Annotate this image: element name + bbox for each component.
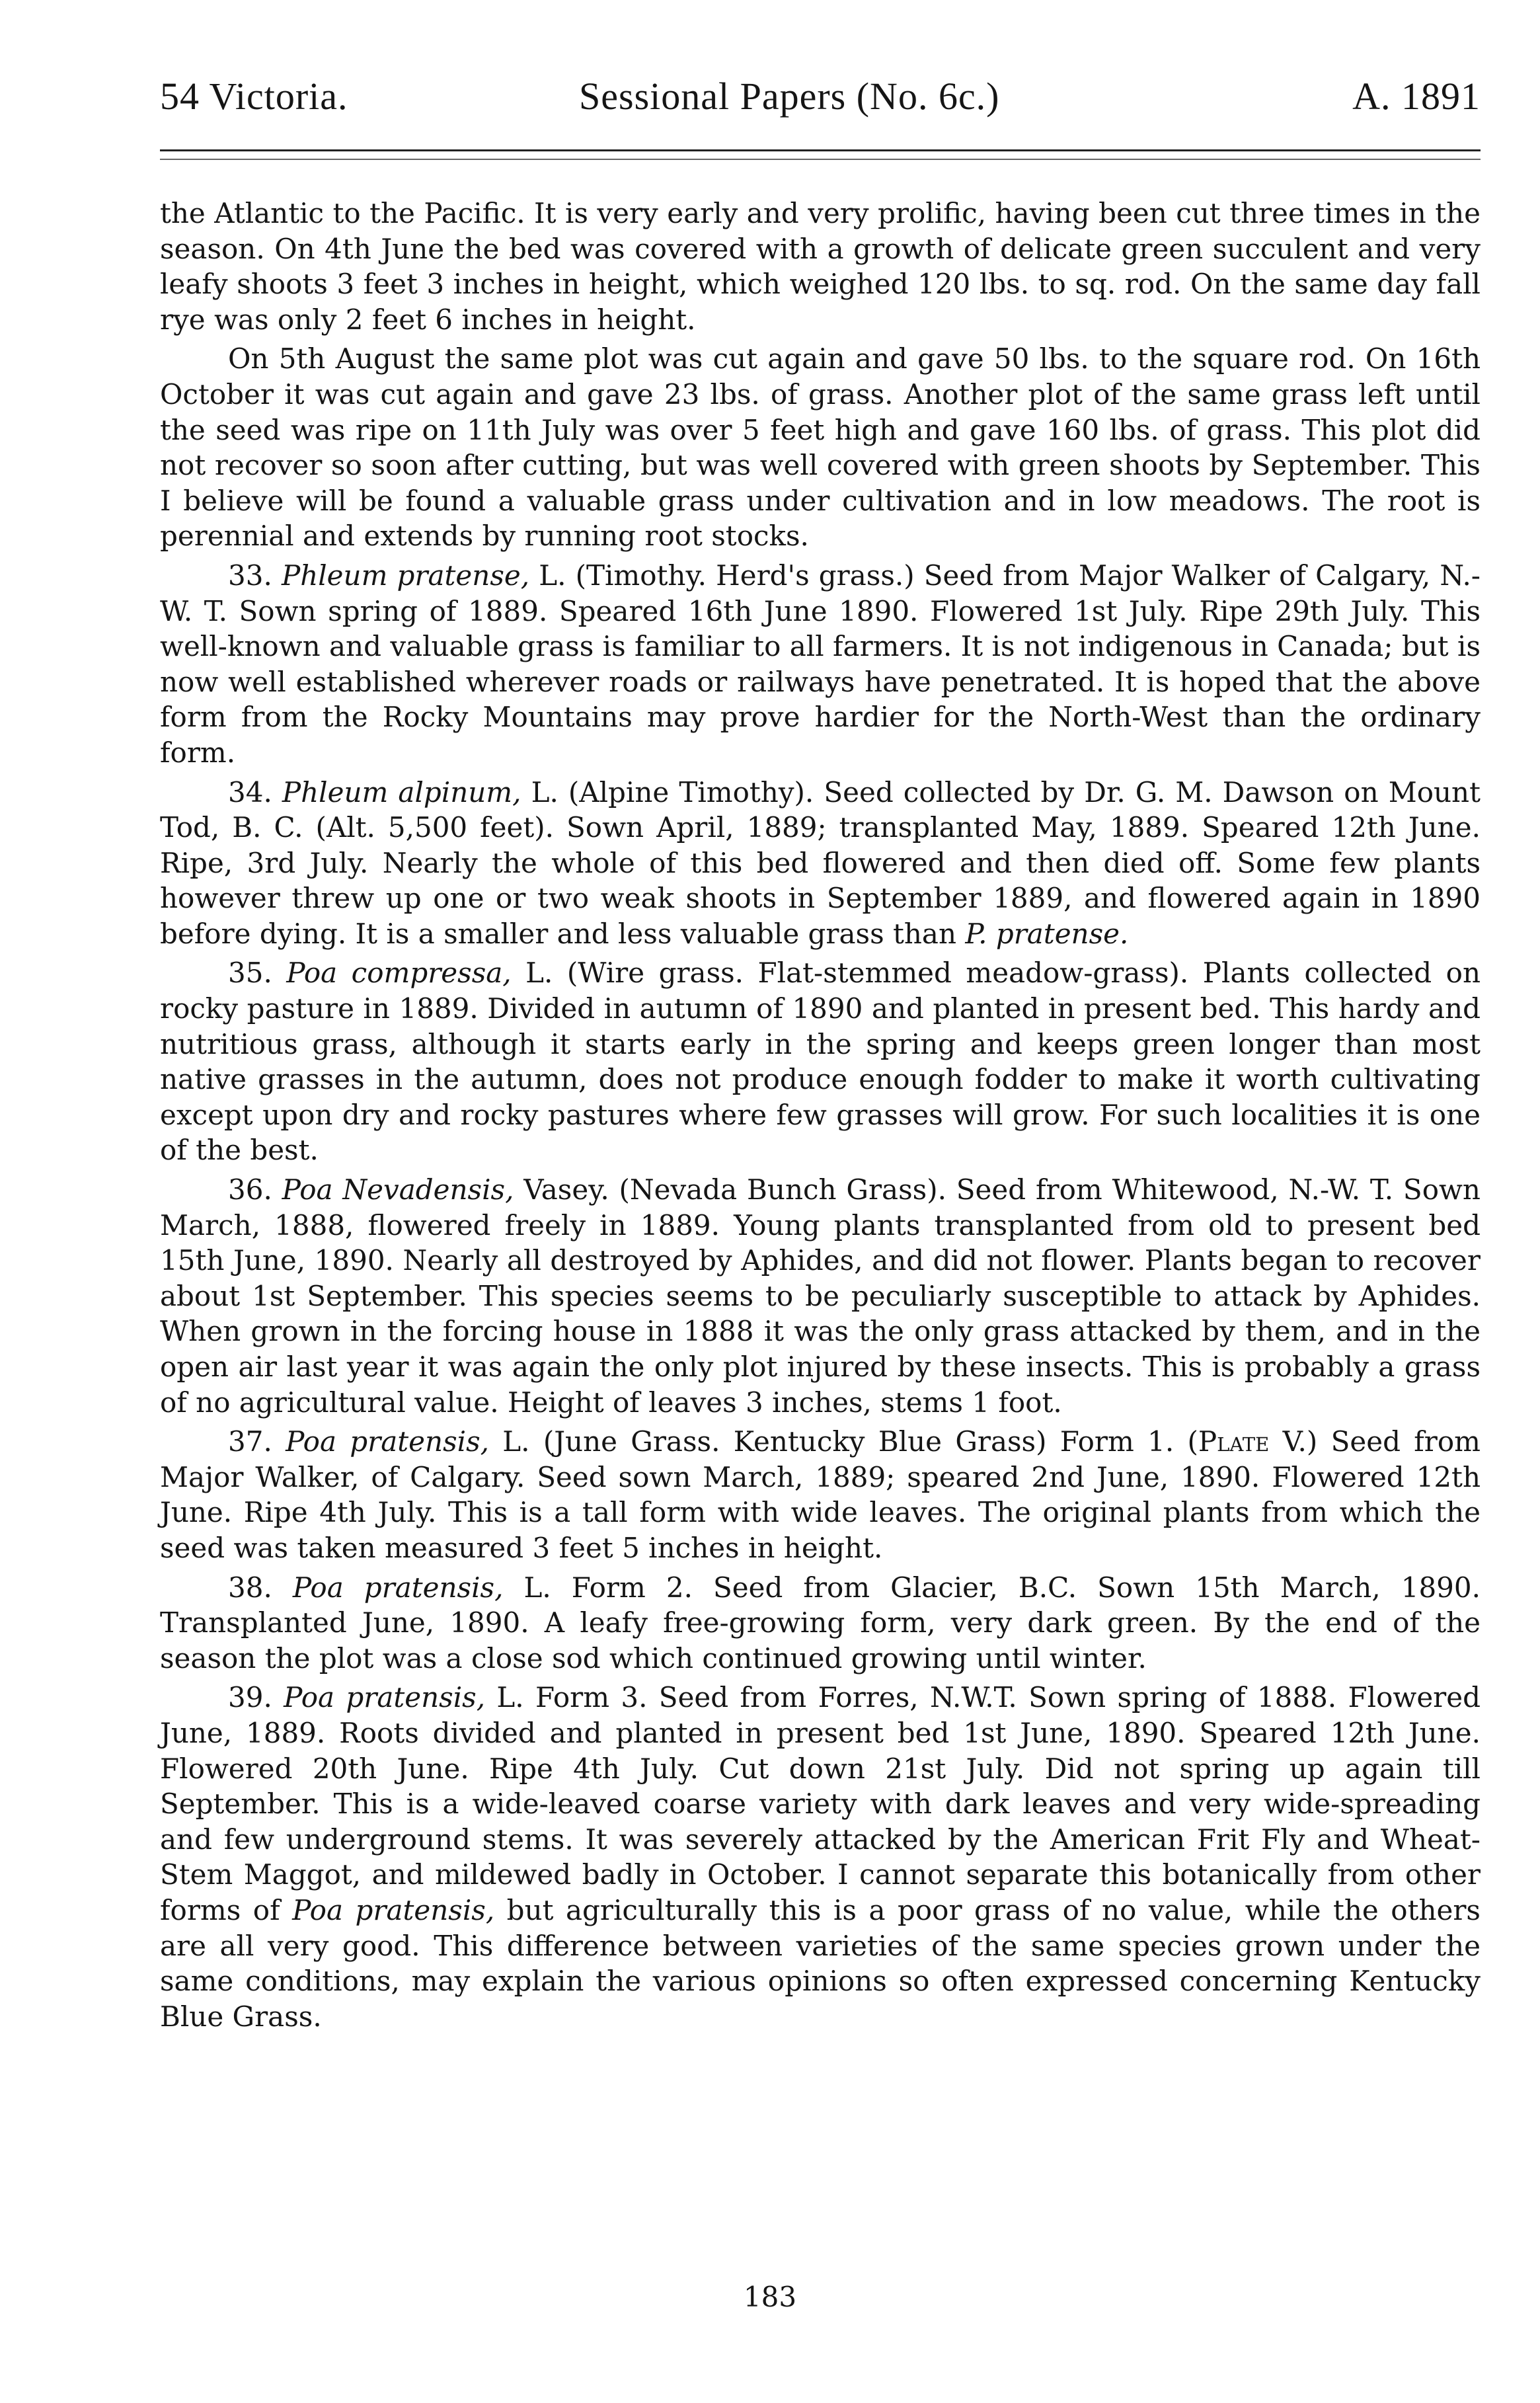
text-run: Vasey. (Nevada Bunch Grass). Seed from Whitewood, N.-W. T. Sown March, 1888, flowered freely in 1889. Young plants transplanted from old to present bed 15th June, 1890. Nearly all destroyed by Aphides, and did not flower. Plants began to recover about 1st September. This species seems to be peculiarly susceptible to attack by Aphides. When grown in the forcing house in 1888 it was the only grass attacked by them, and in the open air last year it was again the only plot injured by these insects. This is probably a grass of no agricultural value. Height of leaves 3 inches, stems 1 foot.	[160, 1173, 1481, 1419]
text-run: L. (Alpine Timothy). Seed collected by Dr. G. M. Dawson on Mount Tod, B. C. (Alt. 5,500 feet). Sown April, 1889; transplanted May, 1889. Speared 12th June. Ripe, 3rd July. Nearly the whole of this bed flowered and then died off. Some few plants however threw up one or two weak shoots in September 1889, and flowered again in 1890 before dying. It is a smaller and less valuable grass than	[160, 775, 1481, 950]
text-run: 36.	[228, 1173, 282, 1206]
text-run: Plate	[1198, 1425, 1270, 1458]
paragraph-continuation	[160, 196, 1481, 337]
text-run: the Atlantic to the Pacific. It is very early and very prolific, having been cut three times in the season. On 4th June the bed was covered with a growth of delicate green succulent and very leafy shoots 3 feet 3 inches in height, which weighed 120 lbs. to sq. rod. On the same day fall rye was only 2 feet 6 inches in height.	[160, 197, 1481, 336]
header-volume: 54 Victoria.	[160, 75, 348, 118]
text-run: L. Form 3. Seed from Forres, N.W.T. Sown spring of 1888. Flowered June, 1889. Roots divided and planted in present bed 1st June, 1890. Speared 12th June. Flowered 20th June. Ripe 4th July. Cut down 21st July. Did not spring up again till September. This is a wide-leaved coarse variety with dark leaves and very wide-spreading and few underground stems. It was severely attacked by the American Frit Fly and Wheat-Stem Maggot, and mildewed badly in October. I cannot separate this botanically from other forms of	[160, 1681, 1481, 1926]
header-rule-top	[160, 149, 1481, 151]
paragraph-p-aug	[160, 341, 1481, 554]
text-run: 33.	[228, 559, 282, 592]
text-run: L. (Wire grass. Flat-stemmed meadow-grass). Plants collected on rocky pasture in 1889. Divided in autumn of 1890 and planted in present bed. This hardy and nutritious grass, although it starts early in the spring and keeps green longer than most native grasses in the autumn, does not produce enough fodder to make it worth cultivating except upon dry and rocky pastures where few grasses will grow. For such localities it is one of the best.	[160, 957, 1481, 1167]
italic-text: Poa Nevadensis,	[282, 1173, 514, 1206]
text-run: 39.	[228, 1681, 284, 1714]
text-run: V.) Seed from Major Walker, of Calgary. Seed sown March, 1889; speared 2nd June, 1890. Flowered 12th June. Ripe 4th July. This is a tall form with wide leaves. The original plants from which the seed was taken measured 3 feet 5 inches in height.	[160, 1425, 1481, 1564]
header-rule-bottom	[160, 159, 1481, 160]
text-run: 35.	[228, 957, 287, 990]
paragraph-p39	[160, 1680, 1481, 2034]
paragraph-p35	[160, 955, 1481, 1168]
paragraph-p33	[160, 558, 1481, 771]
italic-text: Poa pratensis,	[292, 1571, 504, 1604]
text-run: 38.	[228, 1571, 293, 1604]
italic-text: Poa pratensis,	[292, 1893, 495, 1926]
text-run: but agriculturally this is a poor grass of no value, while the others are all very good. This difference between varieties of the same species grown under the same conditions, may explain the various opinions so often expressed concerning Kentucky Blue Grass.	[160, 1893, 1481, 2033]
text-run: L. (Timothy. Herd's grass.) Seed from Major Walker of Calgary, N.-W. T. Sown spring of 1889. Speared 16th June 1890. Flowered 1st July. Ripe 29th July. This well-known and valuable grass is familiar to all farmers. It is not indigenous in Canada; but is now well established wherever roads or railways have penetrated. It is hoped that the above form from the Rocky Mountains may prove hardier for the North-West than the ordinary form.	[160, 559, 1481, 769]
italic-text: Poa pratensis,	[284, 1681, 486, 1714]
header-year: A. 1891	[1352, 75, 1481, 118]
text-run: On 5th August the same plot was cut again and gave 50 lbs. to the square rod. On 16th October it was cut again and gave 23 lbs. of grass. Another plot of the same grass left until the seed was ripe on 11th July was over 5 feet high and gave 160 lbs. of grass. This plot did not recover so soon after cutting, but was well covered with green shoots by September. This I believe will be found a valuable grass under cultivation and in low meadows. The root is perennial and extends by running root stocks.	[160, 342, 1481, 553]
body-text	[160, 196, 1481, 2034]
italic-text: P. pratense.	[965, 917, 1129, 950]
italic-text: Poa pratensis,	[286, 1425, 489, 1458]
running-header	[160, 74, 1481, 127]
italic-text: Poa compressa,	[286, 957, 512, 990]
text-run: L. Form 2. Seed from Glacier, B.C. Sown 15th March, 1890. Transplanted June, 1890. A leafy free-growing form, very dark green. By the end of the season the plot was a close sod which continued growing until winter.	[160, 1571, 1481, 1674]
text-run: 34.	[228, 775, 282, 808]
paragraph-p38	[160, 1570, 1481, 1676]
page-number: 183	[743, 2281, 797, 2313]
text-run: 37.	[228, 1425, 286, 1458]
text-run: L. (June Grass. Kentucky Blue Grass) Form 1. (	[488, 1425, 1198, 1458]
italic-text: Phleum alpinum,	[282, 775, 521, 808]
paragraph-p34	[160, 775, 1481, 952]
italic-text: Phleum pratense,	[281, 559, 530, 592]
paragraph-p36	[160, 1172, 1481, 1420]
paragraph-p37	[160, 1424, 1481, 1565]
header-title: Sessional Papers (No. 6c.)	[579, 75, 1000, 118]
